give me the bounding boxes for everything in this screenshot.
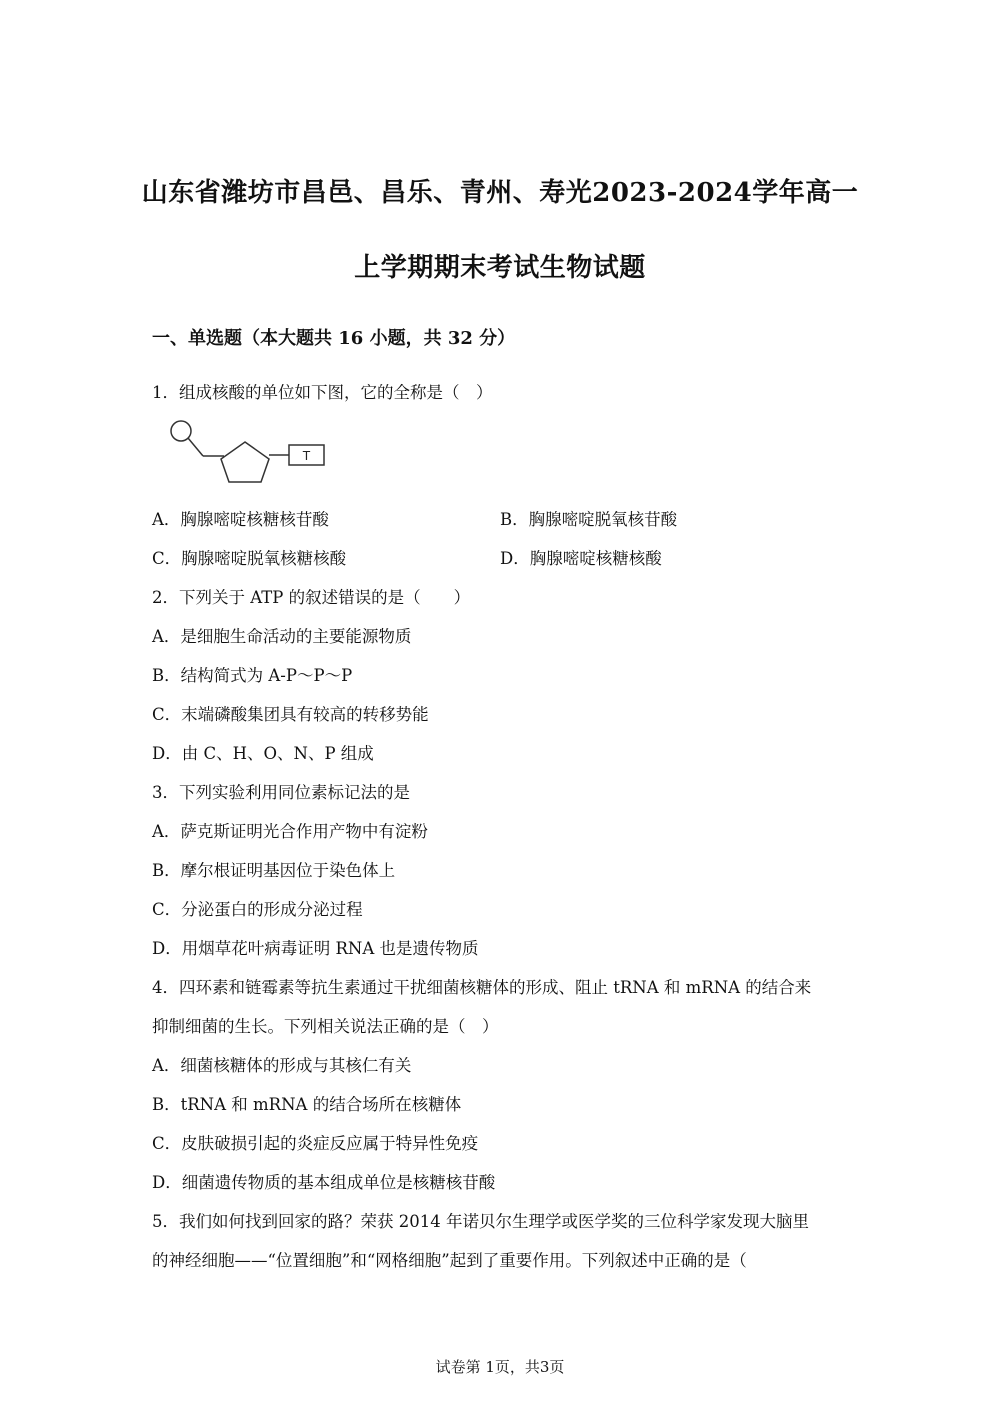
q1-stem: 1．组成核酸的单位如下图，它的全称是（ ） [152, 383, 493, 402]
q1-option-a: A．胸腺嘧啶核糖核苷酸 [152, 510, 329, 529]
q1-option-d: D．胸腺嘧啶核糖核酸 [500, 549, 662, 568]
q2-stem: 2．下列关于 ATP 的叙述错误的是（ ） [152, 588, 471, 607]
nucleotide-diagram [165, 412, 335, 492]
q2-option-b: B．结构简式为 A-P～P～P [152, 666, 353, 685]
q5-stem-line2: 的神经细胞——“位置细胞”和“网格细胞”起到了重要作用。下列叙述中正确的是（ [152, 1251, 747, 1270]
q4-stem-line1: 4．四环素和链霉素等抗生素通过干扰细菌核糖体的形成、阻止 tRNA 和 mRNA 的结合来 [152, 978, 812, 997]
page-footer: 试卷第 1页，共3页 [435, 1358, 565, 1376]
q2-option-a: A．是细胞生命活动的主要能源物质 [152, 627, 412, 646]
q4-stem-line2: 抑制细菌的生长。下列相关说法正确的是（ ） [152, 1017, 499, 1036]
phosphate-bond [188, 438, 203, 456]
q3-stem: 3．下列实验利用同位素标记法的是 [152, 783, 410, 802]
q1-option-b: B．胸腺嘧啶脱氧核苷酸 [500, 510, 678, 529]
page-title-line1: 山东省潍坊市昌邑、昌乐、青州、寿光2023-2024学年高一 [141, 178, 859, 208]
page-title-line2: 上学期期末考试生物试题 [354, 253, 646, 283]
q3-option-d: D．用烟草花叶病毒证明 RNA 也是遗传物质 [152, 939, 479, 958]
q2-option-c: C．末端磷酸集团具有较高的转移势能 [152, 705, 429, 724]
q4-option-d: D．细菌遗传物质的基本组成单位是核糖核苷酸 [152, 1173, 496, 1192]
section-heading: 一、单选题（本大题共 16 小题，共 32 分） [152, 328, 516, 349]
q3-option-a: A．萨克斯证明光合作用产物中有淀粉 [152, 822, 428, 841]
q3-option-b: B．摩尔根证明基因位于染色体上 [152, 861, 396, 880]
q4-option-c: C．皮肤破损引起的炎症反应属于特异性免疫 [152, 1134, 479, 1153]
q4-option-a: A．细菌核糖体的形成与其核仁有关 [152, 1056, 412, 1075]
pentose-sugar [221, 442, 269, 482]
q2-option-d: D．由 C、H、O、N、P 组成 [152, 744, 374, 763]
q5-stem-line1: 5．我们如何找到回家的路？荣获 2014 年诺贝尔生理学或医学奖的三位科学家发现大脑里 [152, 1212, 809, 1231]
q3-option-c: C．分泌蛋白的形成分泌过程 [152, 900, 363, 919]
q4-option-b: B．tRNA 和 mRNA 的结合场所在核糖体 [152, 1095, 462, 1114]
q1-option-c: C．胸腺嘧啶脱氧核糖核酸 [152, 549, 347, 568]
base-label: T [302, 448, 311, 463]
